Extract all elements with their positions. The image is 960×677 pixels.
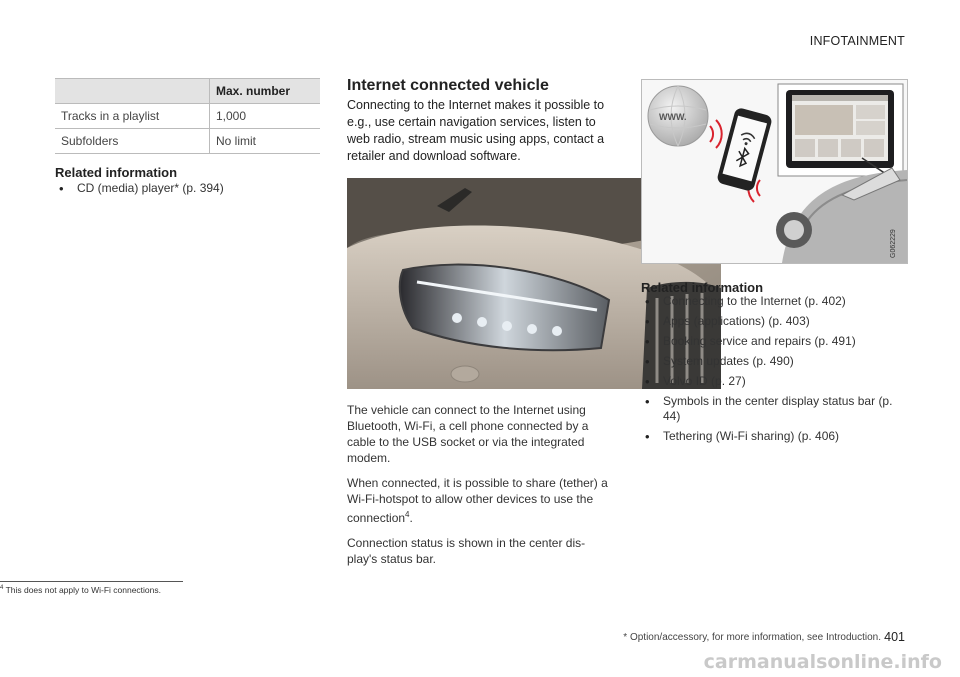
related-info-heading: Related information bbox=[55, 165, 178, 180]
table-cell: Tracks in a playlist bbox=[55, 104, 210, 129]
related-info-heading: Related information bbox=[641, 280, 764, 295]
section-title: INFOTAINMENT bbox=[809, 34, 905, 48]
footnote-ref[interactable]: 4 bbox=[405, 510, 410, 519]
related-link-apps[interactable]: • Apps (applications) (p. 403) bbox=[641, 314, 906, 329]
table-header-row bbox=[55, 79, 320, 104]
related-link-cd-player[interactable]: • CD (media) player* (p. 394) bbox=[55, 181, 320, 196]
page-number: 401 bbox=[884, 630, 905, 644]
footnote bbox=[0, 585, 161, 595]
article-body bbox=[347, 402, 612, 576]
www-label: WWW. bbox=[659, 112, 687, 122]
illustration-code: G062229 bbox=[890, 229, 897, 258]
table-cell: No limit bbox=[210, 129, 321, 154]
article-title: Internet connected vehicle bbox=[347, 77, 549, 94]
body-paragraph-tether bbox=[347, 475, 612, 526]
related-link-volvo-id[interactable]: • Volvo ID (p. 27) bbox=[641, 374, 906, 389]
related-info-list bbox=[55, 181, 320, 196]
watermark: carmanualsonline.info bbox=[703, 651, 942, 673]
table-header-empty bbox=[55, 79, 210, 104]
article-intro: Connecting to the Internet makes it possible to e.g., use certain navigation services, listen to web radio, stream music using apps, contact a retailer and download software. bbox=[347, 98, 605, 163]
table-row bbox=[55, 129, 320, 154]
tether-text: When connected, it is possible to share (tether) a Wi-Fi-hotspot to allow other devices to use the connection bbox=[347, 476, 608, 525]
related-link-system-updates[interactable]: • System updates (p. 490) bbox=[641, 354, 906, 369]
connectivity-illustration-image bbox=[642, 80, 907, 263]
related-link-booking-service[interactable]: • Booking service and repairs (p. 491) bbox=[641, 334, 906, 349]
body-paragraph: The vehicle can connect to the Internet using Bluetooth, Wi-Fi, a cell phone connected by a cable to the USB socket or via the integrated modem. bbox=[347, 403, 589, 465]
related-link-tethering[interactable]: • Tethering (Wi-Fi sharing) (p. 406) bbox=[641, 429, 906, 444]
body-paragraph: Connection status is shown in the center dis-play's status bar. bbox=[347, 536, 586, 566]
footnote-text: This does not apply to Wi-Fi connections. bbox=[5, 585, 161, 595]
connectivity-illustration bbox=[641, 79, 908, 264]
table-row bbox=[55, 104, 320, 129]
option-footnote: * Option/accessory, for more information, see Introduction. bbox=[623, 632, 881, 643]
limits-table bbox=[55, 78, 320, 154]
footnote-number: 4 bbox=[0, 585, 4, 592]
related-link-connecting[interactable]: • Connecting to the Internet (p. 402) bbox=[641, 294, 906, 309]
table-cell: Subfolders bbox=[55, 129, 210, 154]
related-link-status-bar-symbols[interactable]: • Symbols in the center display status bar (p. 44) bbox=[641, 394, 906, 424]
tether-text-end: . bbox=[409, 511, 413, 525]
table-cell: 1,000 bbox=[210, 104, 321, 129]
footnote-divider bbox=[0, 581, 183, 582]
table-header-max-number: Max. number bbox=[210, 79, 321, 104]
related-info-list bbox=[641, 294, 906, 449]
